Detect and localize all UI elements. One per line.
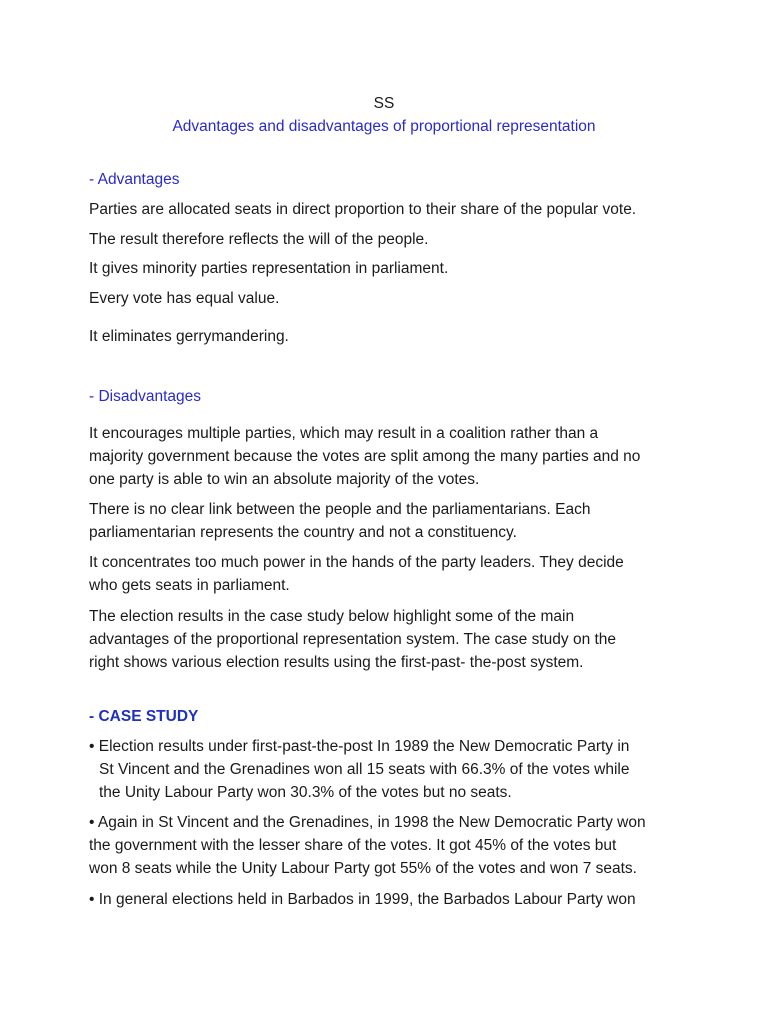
advantage-item: The result therefore reflects the will of the people.	[89, 231, 429, 248]
disadvantage-paragraph-line: advantages of the proportional representation system. The case study on the	[89, 631, 617, 648]
disadvantage-paragraph-line: one party is able to win an absolute majority of the votes.	[89, 471, 480, 488]
disadvantages-heading: - Disadvantages	[89, 388, 202, 405]
document-code: SS	[373, 95, 395, 112]
advantages-heading: - Advantages	[89, 171, 180, 188]
case-study-bullet-line: the Unity Labour Party won 30.3% of the votes but no seats.	[99, 784, 512, 801]
case-study-bullet-line: won 8 seats while the Unity Labour Party got 55% of the votes and won 7 seats.	[89, 860, 637, 877]
advantage-item: Every vote has equal value.	[89, 290, 280, 307]
disadvantage-paragraph-line: majority government because the votes are split among the many parties and no	[89, 448, 641, 465]
case-study-heading: - CASE STUDY	[89, 708, 199, 725]
disadvantage-paragraph-line: parliamentarian represents the country and not a constituency.	[89, 524, 517, 541]
case-study-bullet-line: • Again in St Vincent and the Grenadines, in 1998 the New Democratic Party won	[89, 814, 646, 831]
disadvantage-paragraph-line: It encourages multiple parties, which may result in a coalition rather than a	[89, 425, 599, 442]
disadvantage-paragraph-line: right shows various election results using the first-past- the-post system.	[89, 654, 584, 671]
advantage-item: Parties are allocated seats in direct proportion to their share of the popular vote.	[89, 201, 637, 218]
disadvantage-paragraph-line: There is no clear link between the people and the parliamentarians. Each	[89, 501, 591, 518]
case-study-bullet-line: • In general elections held in Barbados in 1999, the Barbados Labour Party won	[89, 891, 636, 908]
case-study-bullet-line: St Vincent and the Grenadines won all 15 seats with 66.3% of the votes while	[99, 761, 630, 778]
case-study-bullet-line: • Election results under first-past-the-post In 1989 the New Democratic Party in	[89, 738, 630, 755]
advantage-item: It eliminates gerrymandering.	[89, 328, 289, 345]
disadvantage-paragraph-line: who gets seats in parliament.	[89, 577, 290, 594]
document-title: Advantages and disadvantages of proportional representation	[172, 118, 596, 135]
case-study-bullet-line: the government with the lesser share of the votes. It got 45% of the votes but	[89, 837, 617, 854]
disadvantage-paragraph-line: The election results in the case study below highlight some of the main	[89, 608, 575, 625]
disadvantage-paragraph-line: It concentrates too much power in the hands of the party leaders. They decide	[89, 554, 624, 571]
advantage-item: It gives minority parties representation in parliament.	[89, 260, 449, 277]
